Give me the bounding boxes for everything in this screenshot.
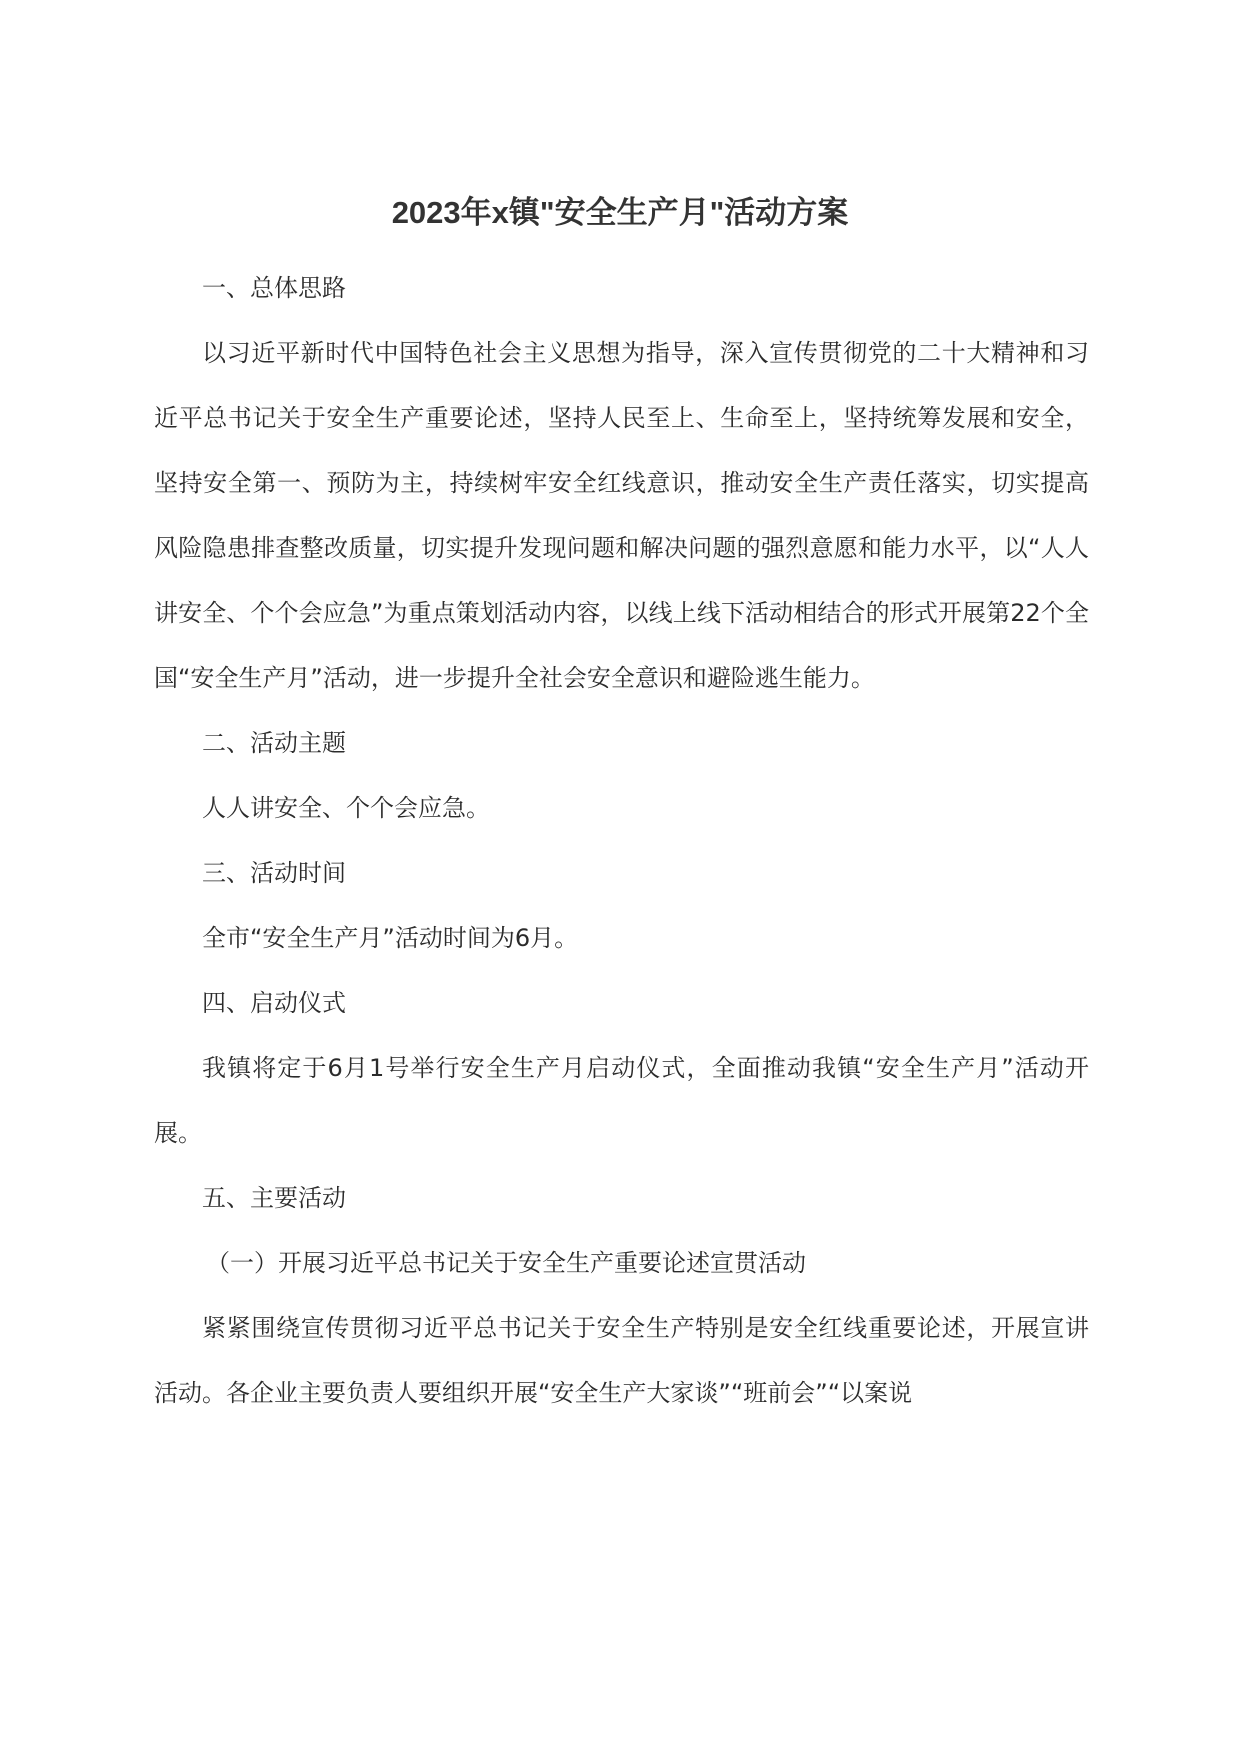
section-heading-activity-time: 三、活动时间 — [202, 859, 346, 887]
section-heading-activity-theme: 二、活动主题 — [202, 729, 346, 757]
section-heading-launch-ceremony: 四、启动仪式 — [202, 989, 346, 1017]
launch-ceremony-paragraph: 我镇将定于6月1号举行安全生产月启动仪式，全面推动我镇“安全生产月”活动开展。 — [154, 1054, 1089, 1147]
main-activities-paragraph: 紧紧围绕宣传贯彻习近平总书记关于安全生产特别是安全红线重要论述，开展宣讲活动。各企业主要负责人要组织开展“安全生产大家谈”“班前会”“以案说 — [154, 1314, 1089, 1407]
activity-time-paragraph: 全市“安全生产月”活动时间为6月。 — [202, 924, 579, 952]
document-body — [154, 256, 1089, 1426]
document-title: 2023年x镇"安全生产月"活动方案 — [391, 195, 849, 230]
overall-approach-paragraph: 以习近平新时代中国特色社会主义思想为指导，深入宣传贯彻党的二十大精神和习近平总书记关于安全生产重要论述，坚持人民至上、生命至上，坚持统筹发展和安全，坚持安全第一、预防为主，持续树牢安全红线意识，推动安全生产责任落实，切实提高风险隐患排查整改质量，切实提升发现问题和解决问题的强烈意愿和能力水平，以“人人讲安全、个个会应急”为重点策划活动内容，以线上线下活动相结合的形式开展第22个全国“安全生产月”活动，进一步提升全社会安全意识和避险逃生能力。 — [154, 339, 1089, 692]
section-heading-overall-approach: 一、总体思路 — [202, 274, 346, 302]
activity-theme-paragraph: 人人讲安全、个个会应急。 — [202, 794, 490, 822]
section-heading-main-activities: 五、主要活动 — [202, 1184, 346, 1212]
subsection-heading-1: （一）开展习近平总书记关于安全生产重要论述宣贯活动 — [206, 1249, 806, 1277]
